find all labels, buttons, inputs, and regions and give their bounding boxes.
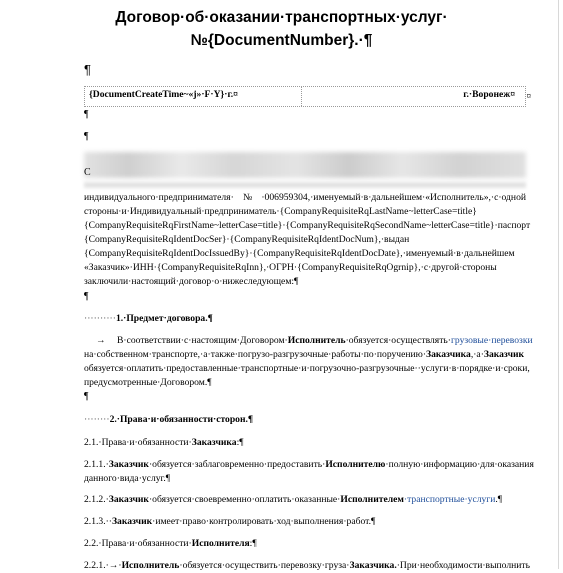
section-1-paragraph-line: предусмотренные·Договором.¶ [84, 377, 212, 388]
clause-2-1-3: 2.1.3.··Заказчик·имеет·право·контролировать·ход·выполнения·работ.¶ [84, 516, 376, 527]
preamble-line: {CompanyRequisiteRqIdentDocSer}·{CompanyRequisiteRqIdentDocNum},·выдан [84, 234, 410, 245]
section-2-heading: ········2.·Права·и·обязанности·сторон.¶ [84, 414, 254, 425]
redacted-text-area [84, 152, 526, 178]
document-title: Договор·об·оказании·транспортных·услуг· [115, 9, 448, 26]
table-city-cell: г.·Воронеж¤ [463, 89, 515, 100]
section-1-heading: ··········1.·Предмет·договора.¶ [84, 313, 213, 324]
preamble-line: {CompanyRequisiteRqFirstName~letterCase=title}·{CompanyRequisiteRqSecondName~letterCase=title}·паспорт [84, 220, 531, 231]
table-row-end-mark: ¤ [526, 91, 531, 101]
preamble-line: «Заказчик»·ИНН·{CompanyRequisiteRqInn},·ОГРН·{CompanyRequisiteRqOgrnip},·с·другой·стороны [84, 262, 497, 273]
clause-2-1-1: 2.1.1.·Заказчик·обязуется·заблаговременно·предоставить·Исполнителю·полную·информацию·для·оказания [84, 459, 534, 470]
paragraph-mark: ¶ [84, 291, 89, 302]
paragraph-mark: ¶ [84, 62, 91, 77]
preamble-line: {CompanyRequisiteRqIdentDocIssuedBy}·{CompanyRequisiteRqIdentDocDate},·именуемый·в·дальнейшем [84, 248, 515, 259]
clause-2-1-1-line2: данного·вида·услуг.¶ [84, 473, 171, 484]
clause-2-1: 2.1.·Права·и·обязанности·Заказчика:¶ [84, 437, 244, 448]
transport-services-link[interactable]: ·транспортные·услуги [403, 494, 496, 505]
document-number-title: №{DocumentNumber}.·¶ [190, 32, 373, 49]
obscured-letter: С [84, 167, 91, 178]
clause-2-2: 2.2.·Права·и·обязанности·Исполнителя:¶ [84, 538, 257, 549]
section-1-paragraph-line: → В·соответствии·с·настоящим·Договором·Исполнитель·обязуется·осуществлять·грузовые·перевозки [96, 335, 533, 346]
clause-2-1-2: 2.1.2.·Заказчик·обязуется·своевременно·оплатить·оказанные·Исполнителем·транспортные·услуги.¶ [84, 494, 503, 505]
date-place-table [84, 86, 531, 107]
table-divider [301, 87, 303, 106]
section-1-paragraph-line: обязуется·оплатить·предоставленные·транспортные·и·погрузочно-разгрузочные··услуги·в·порядке·и·сроки, [84, 363, 530, 374]
section-1-paragraph-line: на·собственном·транспорте,·а·также·погрузо-разгрузочные·работы·по·поручению·Заказчика,·а·Заказчик [84, 349, 525, 360]
redacted-text-area [84, 182, 526, 188]
table-date-cell: {DocumentCreateTime~«j»·F·Y}·г.¤ [89, 89, 238, 100]
cargo-transport-link[interactable]: грузовые·перевозки [450, 335, 533, 346]
preamble-line: заключили·настоящий·договор·о·нижеследующем:¶ [84, 276, 299, 287]
preamble-line: стороны·и·Индивидуальный·предприниматель·{CompanyRequisiteRqLastName~letterCase=title} [84, 206, 477, 217]
preamble-line: индивидуального·предпринимателя·№·006959304,·именуемый·в·дальнейшем·«Исполнитель»,·с·одной [84, 192, 526, 203]
paragraph-mark: ¶ [84, 131, 89, 142]
paragraph-mark: ¶ [84, 109, 89, 120]
paragraph-mark: ¶ [84, 391, 89, 402]
clause-2-2-1: 2.2.1.·→·Исполнитель·обязуется·осуществить·перевозку·груза·Заказчика.·При·необходимости·выполнить [84, 560, 530, 571]
page-edge [558, 0, 559, 569]
